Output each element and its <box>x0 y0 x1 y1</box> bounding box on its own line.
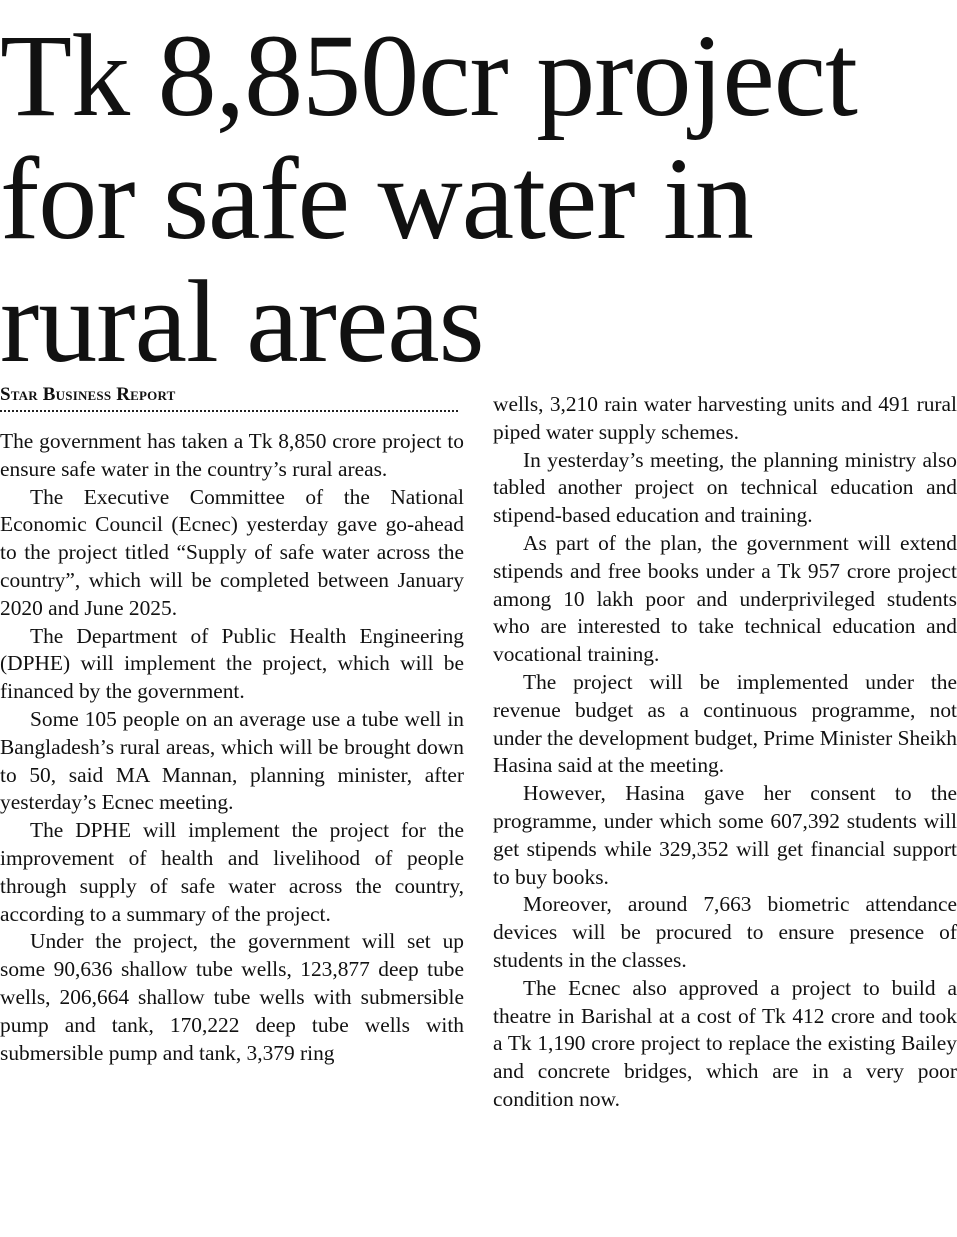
article-column-right <box>493 391 957 1114</box>
article-column-left <box>0 428 464 1067</box>
headline-line-3: rural areas <box>0 256 484 387</box>
headline-line-1: Tk 8,850cr project <box>0 10 857 141</box>
paragraph: Some 105 people on an average use a tube well in Bangladesh’s rural areas, which will be brought down to 50, said MA Mannan, planning minister, after yesterday’s Ecnec meeting. <box>0 706 464 815</box>
paragraph: As part of the plan, the government will extend stipends and free books under a Tk 957 crore project among 10 lakh poor and underprivileged students who are interested to take technical education and vocational training. <box>493 530 957 667</box>
paragraph: The DPHE will implement the project for the improvement of health and livelihood of people through supply of safe water across the country, according to a summary of the project. <box>0 818 464 926</box>
byline: Star Business Report <box>0 384 176 405</box>
paragraph: Moreover, around 7,663 biometric attendance devices will be procured to ensure presence of students in the classes. <box>493 892 957 972</box>
paragraph: The Ecnec also approved a project to build a theatre in Barishal at a cost of Tk 412 crore and took a Tk 1,190 crore project to replace the existing Bailey and concrete bridges, which are in a very poor condition now. <box>493 975 957 1111</box>
paragraph: The Department of Public Health Engineering (DPHE) will implement the project, which will be financed by the government. <box>0 623 464 704</box>
paragraph: The government has taken a Tk 8,850 crore project to ensure safe water in the country’s rural areas. <box>0 429 464 481</box>
headline <box>0 10 957 387</box>
paragraph: However, Hasina gave her consent to the programme, under which some 607,392 students will get stipends while 329,352 will get financial support to buy books. <box>493 781 957 889</box>
headline-line-2: for safe water in <box>0 133 753 264</box>
paragraph: wells, 3,210 rain water harvesting units and 491 rural piped water supply schemes. <box>493 392 957 444</box>
dotted-divider <box>0 410 458 412</box>
paragraph: Under the project, the government will set up some 90,636 shallow tube wells, 123,877 deep tube wells, 206,664 shallow tube wells with submersible pump and tank, 170,222 deep tube wells with submersible pump and tank, 3,379 ring <box>0 929 464 1065</box>
paragraph: In yesterday’s meeting, the planning ministry also tabled another project on technical education and stipend-based education and training. <box>493 447 957 528</box>
paragraph: The project will be implemented under the revenue budget as a continuous programme, not under the development budget, Prime Minister Sheikh Hasina said at the meeting. <box>493 669 957 778</box>
paragraph: The Executive Committee of the National Economic Council (Ecnec) yesterday gave go-ahead to the project titled “Supply of safe water across the country”, which will be completed between January 2020 and June 2025. <box>0 484 464 620</box>
